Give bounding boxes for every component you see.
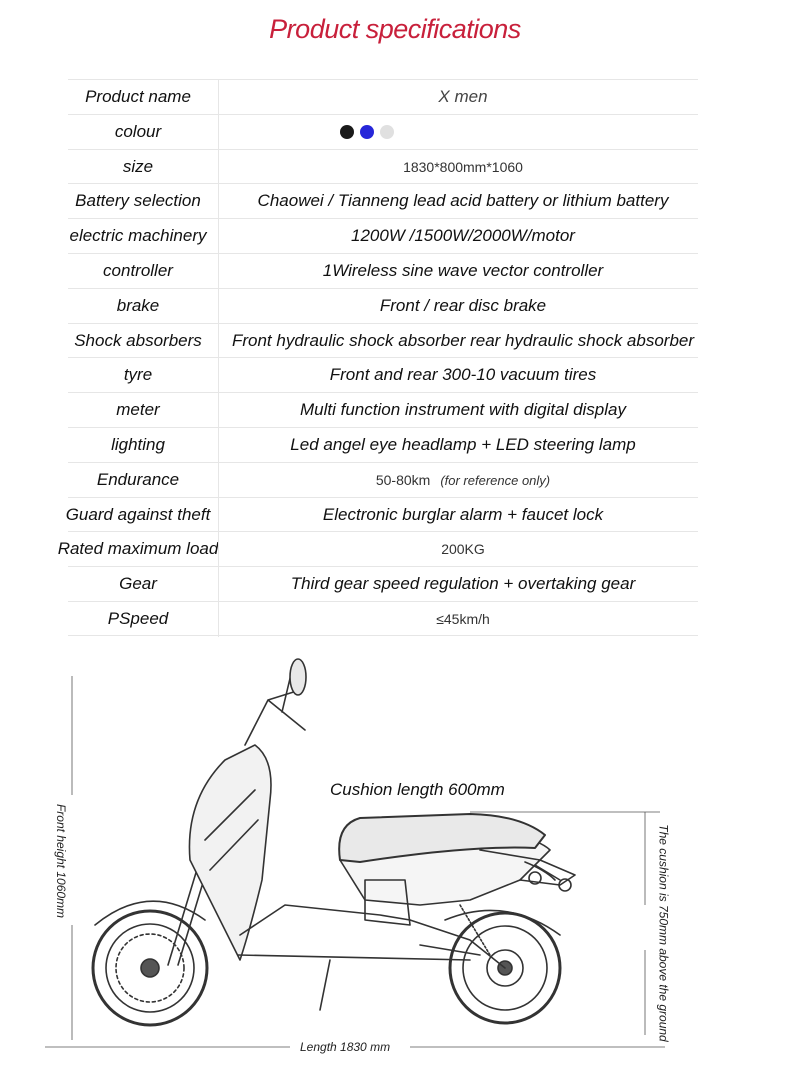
spec-value: Led angel eye headlamp + LED steering lamp xyxy=(290,434,636,454)
cushion-length-label: Cushion length 600mm xyxy=(330,780,505,799)
spec-row-max-load xyxy=(57,531,698,566)
front-height-label: Front height 1060mm xyxy=(54,803,69,919)
spec-label: colour xyxy=(114,121,162,141)
spec-value: X men xyxy=(438,87,488,106)
colour-swatch-white xyxy=(380,125,394,139)
spec-row-gear xyxy=(68,566,698,601)
spec-value: Front / rear disc brake xyxy=(379,295,547,315)
spec-row-controller xyxy=(68,253,698,288)
spec-label: electric machinery xyxy=(69,226,207,246)
spec-value: 1200W /1500W/2000W/motor xyxy=(351,226,575,246)
table-column-divider xyxy=(218,79,219,637)
cushion-height-label: The cushion is 750mm above the ground xyxy=(656,824,671,1042)
spec-row-shock xyxy=(68,323,698,358)
spec-value: Multi function instrument with digital display xyxy=(300,400,626,420)
spec-label: Rated maximum load xyxy=(57,539,219,559)
colour-swatch-black xyxy=(340,125,354,139)
spec-row-product-name xyxy=(68,79,698,114)
spec-row-brake xyxy=(68,288,698,323)
spec-value: 1Wireless sine wave vector controller xyxy=(322,260,604,280)
spec-row-colour xyxy=(68,114,698,149)
spec-value: 200KG xyxy=(441,541,485,558)
spec-table xyxy=(57,79,698,636)
spec-value: Chaowei / Tianneng lead acid battery or lithium battery xyxy=(257,191,669,211)
endurance-value: 50-80km xyxy=(375,471,431,488)
colour-swatch-blue xyxy=(360,125,374,139)
length-label: Length 1830 mm xyxy=(300,1040,391,1054)
spec-label: lighting xyxy=(111,434,165,454)
spec-value: Front hydraulic shock absorber rear hydraulic shock absorber xyxy=(231,330,695,350)
spec-label: Battery selection xyxy=(75,191,201,211)
spec-row-endurance xyxy=(68,462,698,497)
spec-row-meter xyxy=(68,392,698,427)
spec-value: Front and rear 300-10 vacuum tires xyxy=(329,365,597,385)
spec-row-motor xyxy=(68,218,698,253)
spec-label: controller xyxy=(103,260,173,280)
spec-label: Endurance xyxy=(96,469,180,489)
spec-label: size xyxy=(122,156,154,176)
spec-label: brake xyxy=(116,295,160,315)
spec-row-anti-theft xyxy=(65,497,698,532)
spec-row-size xyxy=(68,149,698,184)
spec-value: ≤45km/h xyxy=(436,610,490,627)
colour-swatches xyxy=(340,125,394,139)
spec-label: PSpeed xyxy=(107,608,169,628)
page-title: Product specifications xyxy=(269,14,521,44)
spec-label: meter xyxy=(116,400,160,420)
spec-row-speed xyxy=(68,601,698,636)
spec-value: 1830*800mm*1060 xyxy=(403,158,523,175)
spec-label: Gear xyxy=(119,574,157,594)
spec-label: Shock absorbers xyxy=(74,330,202,350)
endurance-note: (for reference only) xyxy=(440,472,551,488)
spec-row-lighting xyxy=(68,427,698,462)
spec-label: Product name xyxy=(85,87,191,106)
spec-label: tyre xyxy=(123,365,153,385)
spec-value: Electronic burglar alarm + faucet lock xyxy=(322,504,604,524)
scooter-drawing xyxy=(0,650,790,1072)
spec-label: Guard against theft xyxy=(65,504,211,524)
spec-row-tyre xyxy=(68,357,698,392)
spec-value: Third gear speed regulation + overtaking gear xyxy=(290,574,636,594)
spec-value xyxy=(218,472,708,488)
spec-row-battery xyxy=(68,183,698,218)
